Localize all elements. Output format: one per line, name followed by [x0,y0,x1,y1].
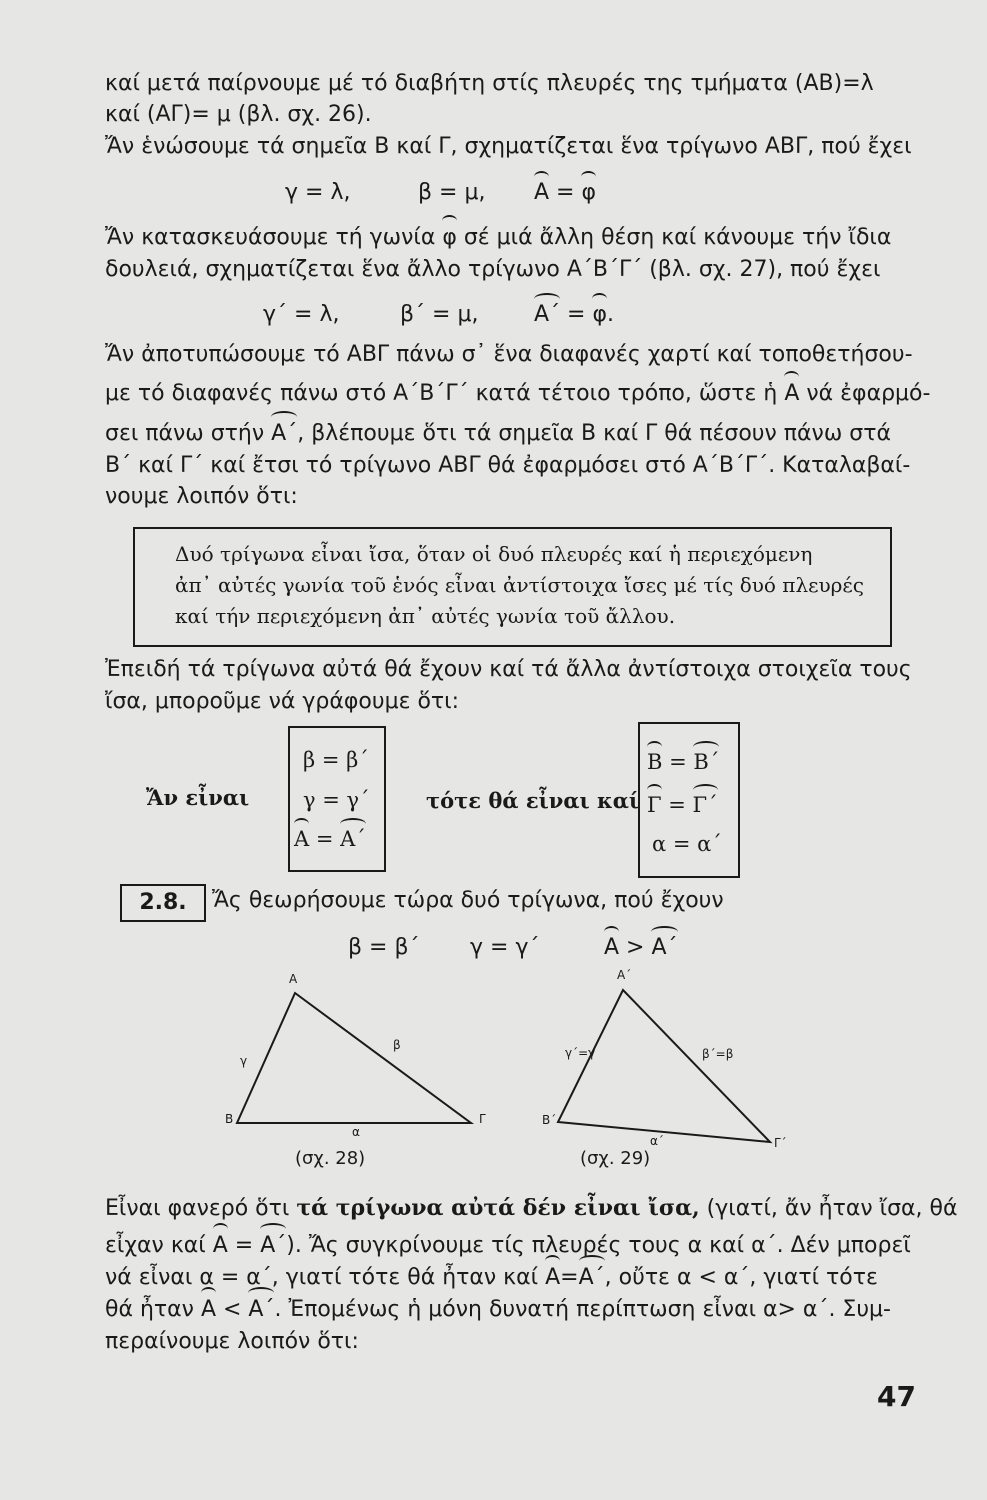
side-alpha-prime-label: α΄ [650,1134,664,1148]
formula-gamma-prime: γ΄ = λ, [263,302,340,327]
formula-gamma: γ = λ, [285,180,351,205]
text-line: Ἄς θεωρήσουμε τώρα δυό τρίγωνα, πού ἔχουν [212,888,724,913]
text-span: . Ἐπομένως ἡ μόνη δυνατή περίπτωση εἶναι α> α΄. Συμ- [274,1297,891,1322]
angle-hat-symbol: A΄ [260,1233,287,1258]
text-span: νά ἐφαρμό- [799,381,931,406]
text-line: δουλειά, σχηματίζεται ἕνα ἄλλο τρίγωνο Α΄Β΄Γ΄ (βλ. σχ. 27), πού ἔχει [105,257,881,282]
angle-hat-symbol: A΄ [534,302,561,327]
text-span: νά εἶναι α = α΄, γιατί τότε θά ἦταν καί [105,1265,546,1290]
vertex-b-label: B [225,1112,234,1126]
text-span: = [560,1265,579,1290]
angle-hat-symbol: A [212,1233,228,1258]
given-beta: β = β΄ [348,935,420,960]
text-line: καί μετά παίρνουμε μέ τό διαβήτη στίς πλευρές της τμήματα (AB)=λ [105,71,874,96]
triangle-abg-prime [558,990,770,1142]
text-line: Ἄν ἑνώσουμε τά σημεῖα Β καί Γ, σχηματίζεται ἕνα τρίγωνο ΑΒΓ, πού ἔχει [105,134,912,159]
text-span: , βλέπουμε ὅτι τά σημεῖα Β καί Γ θά πέσουν πάνω στά [297,421,891,446]
vertex-a-label: A [289,972,298,986]
angle-hat-symbol: φ [442,225,457,250]
greater-sign: > [619,935,652,960]
result-side-a: α = α΄ [652,832,722,856]
text-line: νουμε λοιπόν ὅτι: [105,484,298,509]
angle-hat-symbol: A [534,180,550,205]
theorem-line: ἀπ᾽ αὐτές γωνία τοῦ ἑνός εἶναι ἀντίστοιχα ἴσες μέ τίς δυό πλευρές [175,573,864,597]
side-alpha-label: α [352,1125,360,1139]
text-span: εἶχαν καί [105,1233,213,1258]
text-line [105,1194,957,1223]
figure-29-caption: (σχ. 29) [580,1148,651,1169]
page-number: 47 [877,1380,916,1413]
angle-hat-symbol: A΄ [340,827,366,851]
text-span: , οὔτε α < α΄, γιατί τότε [604,1265,878,1290]
angle-hat-symbol: Γ [647,793,662,817]
text-span: = [227,1233,261,1258]
angle-hat-symbol: B [647,750,663,774]
condition-beta: β = β΄ [303,748,369,772]
period: . [607,302,614,327]
text-span: ). Ἄς συγκρίνουμε τίς πλευρές τους α καί α΄. Δέν μπορεῖ [286,1233,911,1258]
text-line [105,1232,911,1260]
figure-28-caption: (σχ. 28) [295,1148,366,1169]
text-line: Β΄ καί Γ΄ καί ἔτσι τό τρίγωνο ΑΒΓ θά ἐφαρμόσει στό Α΄Β΄Γ΄. Καταλαβαί- [105,453,911,478]
text-span: (γιατί, ἄν ἦταν ἴσα, θά [699,1196,958,1221]
angle-hat-symbol: A [784,381,800,406]
formula-beta: β = μ, [418,180,486,205]
text-line: καί (ΑΓ)= μ (βλ. σχ. 26). [105,102,372,127]
equals-sign: = [560,302,593,327]
angle-hat-symbol: A΄ [271,421,298,446]
angle-hat-symbol: Γ΄ [692,793,718,817]
theorem-line: καί τήν περιεχόμενη ἀπ᾽ αὐτές γωνία τοῦ ἄλλου. [175,604,676,628]
angle-hat-symbol: φ [592,302,607,327]
condition-gamma: γ = γ΄ [303,788,370,812]
vertex-b-prime-label: B΄ [542,1113,557,1127]
equals-sign: = [309,827,341,851]
angle-hat-symbol: A΄ [578,1265,605,1290]
text-line: Ἐπειδή τά τρίγωνα αὐτά θά ἔχουν καί τά ἄλλα ἀντίστοιχα στοιχεῖα τους [105,657,912,682]
vertex-a-prime-label: A΄ [617,968,632,982]
text-line: Ἄν ἀποτυπώσουμε τό ΑΒΓ πάνω σ᾽ ἕνα διαφανές χαρτί καί τοποθετήσου- [105,342,913,367]
side-beta-label: β [393,1038,401,1052]
vertex-g-prime-label: Γ΄ [774,1136,787,1150]
angle-hat-symbol: A΄ [651,935,678,960]
angle-hat-symbol: A [294,827,310,851]
angle-hat-symbol: φ [581,180,596,205]
text-span: Εἶναι φανερό ὅτι [105,1196,297,1221]
angle-hat-symbol: A [545,1265,561,1290]
text-span: θά ἦταν [105,1297,201,1322]
text-line [105,1296,891,1324]
side-gamma-label: γ [240,1054,248,1068]
if-label: Ἄν εἶναι [146,785,250,810]
text-span: σει πάνω στήν [105,421,272,446]
triangle-abg [237,993,471,1123]
then-label: τότε θά εἶναι καί [426,788,640,813]
theorem-line: Δυό τρίγωνα εἶναι ἴσα, ὅταν οἱ δυό πλευρές καί ἡ περιεχόμενη [175,542,813,566]
side-beta-prime-label: β΄=β [702,1047,734,1061]
text-span: σέ μιά ἄλλη θέση καί κάνουμε τήν ἴδια [456,225,892,250]
text-span: Ἄν κατασκευάσουμε τή γωνία [105,225,443,250]
text-span: με τό διαφανές πάνω στό Α΄Β΄Γ΄ κατά τέτοιο τρόπο, ὥστε ἡ [105,381,785,406]
emphasized-text: τά τρίγωνα αὐτά δέν εἶναι ἴσα, [296,1195,700,1221]
angle-hat-symbol: A [604,935,620,960]
side-gamma-prime-label: γ΄=γ [565,1046,596,1060]
angle-hat-symbol: A [200,1297,216,1322]
angle-hat-symbol: B΄ [693,750,720,774]
text-line: περαίνουμε λοιπόν ὅτι: [105,1329,359,1354]
text-line: ἴσα, μποροῦμε νά γράφουμε ὅτι: [105,689,460,714]
vertex-g-label: Γ [479,1112,486,1126]
angle-hat-symbol: A΄ [248,1297,275,1322]
equals-sign: = [661,793,693,817]
section-number: 2.8. [120,884,206,922]
given-gamma: γ = γ΄ [470,935,540,960]
formula-beta-prime: β΄ = μ, [400,302,479,327]
text-line [105,1264,878,1292]
text-span: < [216,1297,249,1322]
equals-sign: = [662,750,694,774]
equals-sign: = [549,180,582,205]
